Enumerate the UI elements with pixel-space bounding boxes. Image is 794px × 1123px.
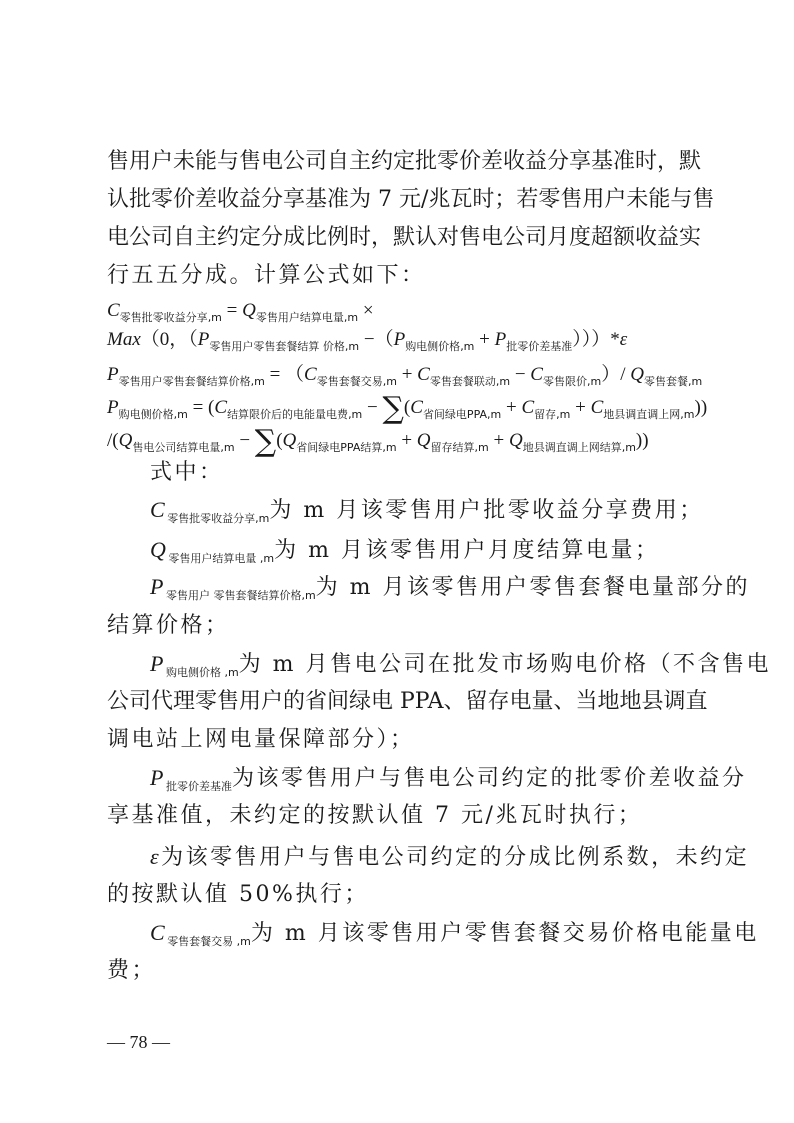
paragraph-line: 售用户未能与售电公司自主约定批零价差收益分享基准时，默 [107, 149, 702, 174]
paragraph-line: 电公司自主约定分成比例时，默认对售电公司月度超额收益实 [107, 225, 702, 250]
definition-p-benchmark: $P_{批零价差基准}$为该零售用户与售电公司约定的批零价差收益分 [150, 765, 747, 793]
formula-3: $P_{零售用户零售套餐结算价格,m} = (C_{零售套餐交易,m} + C_{零售套餐联动,m} - C_{零售限价,m})/$ $Q_{零售套餐,m}$ [107, 364, 703, 388]
definition-c-package: $C_{零售套餐交易 ,m}$为 m 月该零售用户零售套餐交易价格电能量电 [150, 920, 759, 948]
paragraph-line: 结算价格； [107, 613, 230, 638]
formula-5: $/(Q_{售电公司结算电量,m} - \sum(Q_{省间绿电PPA结算,m} + Q_{留存结算,m} + Q_{地县调直调上网结算,m}))$ [107, 424, 649, 459]
paragraph-line: 调电站上网电量保障部分）； [107, 727, 415, 752]
definition-p-retail: $P_{零售用户 零售套餐结算价格,m}$为 m 月该零售用户零售套餐电量部分的 [150, 574, 751, 602]
definition-c-share: $C_{零售批零收益分享,m}$为 m 月该零售用户批零收益分享费用； [150, 497, 704, 525]
formula-4: $P_{购电侧价格,m} = (C_{结算限价后的电能量电费,m} - \sum(C_{省间绿电PPA,m} + C_{留存,m} + C_{地县调直调上网,m}))$ [107, 391, 708, 426]
paragraph-line: 认批零价差收益分享基准为 7 元/兆瓦时；若零售用户未能与售 [107, 187, 715, 212]
paragraph-line: 的按默认值 50%执行； [107, 882, 369, 907]
definition-p-purchase: $P_{购电侧价格 ,m}$为 m 月售电公司在批发市场购电价格（不含售电 [150, 651, 772, 679]
paragraph-line: 行五五分成。计算公式如下： [107, 263, 426, 288]
paragraph-line: 公司代理零售用户的省间绿电 PPA、留存电量、当地地县调直 [107, 689, 708, 714]
definition-epsilon: ε为该零售用户与售电公司约定的分成比例系数，未约定 [150, 844, 750, 870]
paragraph-line: 享基准值，未约定的按默认值 7 元/兆瓦时执行； [107, 803, 643, 828]
definition-q-settle: $Q_{零售用户结算电量 ,m}$为 m 月该零售用户月度结算电量； [150, 537, 660, 565]
page-number: — 78 — [107, 1032, 170, 1052]
formula-1: $C_{零售批零收益分享,m} = Q_{零售用户结算电量,m}$ × [107, 300, 374, 324]
where-label: 式中： [150, 460, 224, 485]
formula-2: Max（0，$(P_{零售用户零售套餐结算 价格,m} -(P_{购电侧价格,m} + P_{批零价差基准})))*\varepsilon$ [107, 329, 628, 353]
paragraph-line: 费； [107, 958, 157, 983]
